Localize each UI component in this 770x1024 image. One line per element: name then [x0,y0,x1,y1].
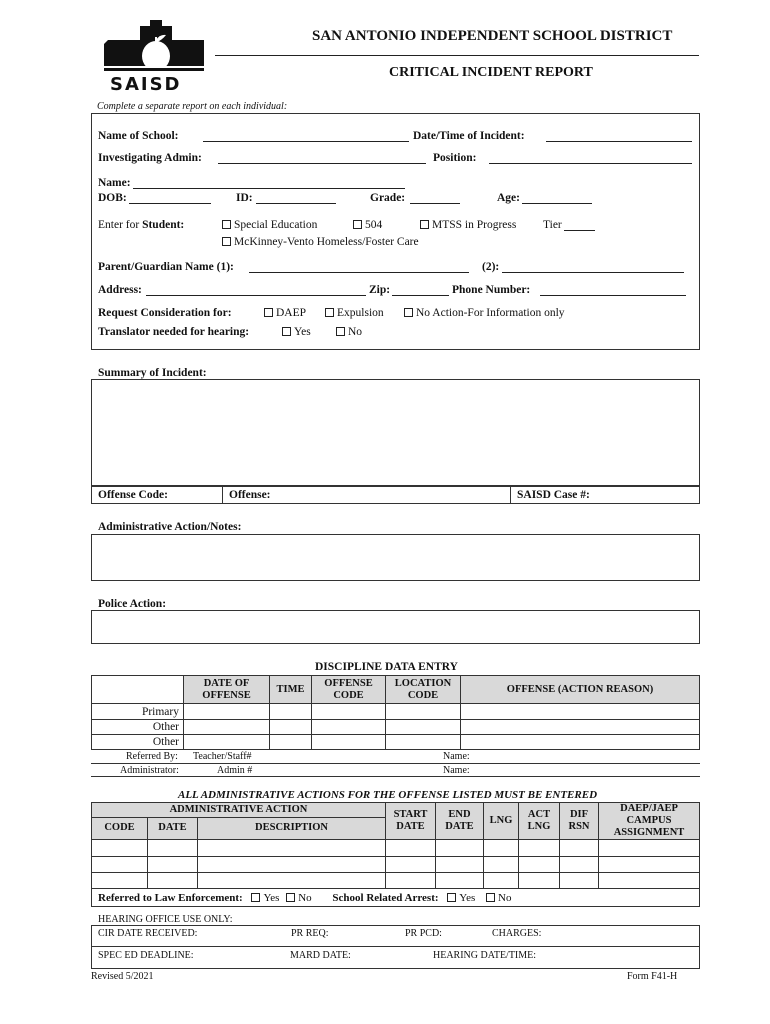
table-cell[interactable] [484,873,519,889]
arrest-yes-option[interactable] [447,892,475,904]
mtss-option[interactable] [420,219,516,231]
referred-rule [91,763,700,764]
parent2-label: (2): [482,261,500,273]
table-cell[interactable] [312,704,386,720]
table-cell[interactable] [92,857,148,873]
col-date-of-offense: DATE OF OFFENSE [184,676,270,704]
arrest-no-label: No [498,891,512,904]
school-row [98,130,179,142]
table-cell[interactable] [270,720,312,735]
cir-label: CIR DATE RECEIVED: [98,928,198,939]
offense-code-label: Offense Code: [98,489,168,501]
col-code: CODE [92,817,148,839]
mckinney-option[interactable] [222,236,419,248]
table-cell[interactable] [198,840,386,857]
law-enforcement-row [92,889,700,907]
tier-field[interactable] [564,220,595,231]
table-cell[interactable] [184,704,270,720]
table-cell[interactable] [519,840,560,857]
table-cell[interactable] [312,720,386,735]
admin-action-group-header: ADMINISTRATIVE ACTION [92,803,386,818]
saisd-logo [100,18,212,94]
law-yes-option[interactable] [251,892,279,904]
administrator-label: Administrator: [120,765,179,776]
table-cell[interactable] [436,840,484,857]
header-rule [215,55,699,56]
name-field[interactable] [133,178,405,189]
table-cell[interactable] [560,857,599,873]
col-date: DATE [148,817,198,839]
table-cell[interactable] [198,857,386,873]
col-dif-rsn: DIF RSN [560,803,599,840]
offense-divider-2 [510,486,511,504]
admin-label: Investigating Admin: [98,152,202,164]
police-label: Police Action: [98,598,167,610]
table-cell[interactable] [599,873,700,889]
col-end-date: END DATE [436,803,484,840]
admin-actions-table [91,802,700,907]
grade-label: Grade: [370,192,406,204]
enter-for-prefix: Enter for [98,219,143,231]
arrest-no-option[interactable] [486,892,511,904]
table-cell[interactable] [386,735,461,750]
table-cell[interactable] [484,857,519,873]
admin-notes-label: Administrative Action/Notes: [98,521,242,533]
col-offense-reason: OFFENSE (ACTION REASON) [461,676,700,704]
age-field[interactable] [522,193,592,204]
col-time: TIME [270,676,312,704]
table-cell[interactable] [386,840,436,857]
table-cell[interactable] [436,873,484,889]
table-cell[interactable] [599,840,700,857]
translator-no-label: No [348,326,363,338]
row-label-other-1: Other [92,720,184,735]
sped-option[interactable] [222,219,317,231]
col-start-date: START DATE [386,803,436,840]
law-enforcement-label: Referred to Law Enforcement: [98,891,243,904]
enter-for-label [98,219,184,231]
table-cell[interactable] [461,704,700,720]
dob-field[interactable] [129,193,211,204]
translator-no-checkbox[interactable] [336,327,345,336]
table-cell[interactable] [270,704,312,720]
police-textarea[interactable] [91,610,700,644]
report-title: CRITICAL INCIDENT REPORT [389,65,593,80]
table-cell[interactable] [386,857,436,873]
hearing-title: HEARING OFFICE USE ONLY: [98,914,233,925]
position-field[interactable] [489,153,692,164]
school-label: Name of School: [98,130,179,142]
mckinney-label: McKinney-Vento Homeless/Foster Care [234,236,419,248]
zip-label: Zip: [369,284,391,296]
hearing-divider [91,946,700,947]
summary-label: Summary of Incident: [98,367,207,379]
offense-label: Offense: [229,489,271,501]
form-number: Form F41-H [627,971,678,982]
table-cell[interactable] [436,857,484,873]
table-cell[interactable] [560,873,599,889]
discipline-title: DISCIPLINE DATA ENTRY [315,661,458,673]
table-cell[interactable] [519,857,560,873]
admin-name-label: Name: [443,765,470,776]
expulsion-checkbox[interactable] [325,308,334,317]
table-cell[interactable] [184,735,270,750]
grade-field[interactable] [410,193,460,204]
504-label: 504 [365,219,383,231]
admin-rule [91,776,700,777]
table-row [92,704,700,720]
revised-label: Revised 5/2021 [91,971,154,982]
address-label: Address: [98,284,142,296]
logo-text: SAISD [110,74,182,94]
translator-yes-checkbox[interactable] [282,327,291,336]
table-cell[interactable] [519,873,560,889]
table-cell[interactable] [560,840,599,857]
enter-for-student: Student: [142,219,185,231]
table-cell[interactable] [198,873,386,889]
translator-label: Translator needed for hearing: [98,326,250,338]
address-field[interactable] [146,285,366,296]
table-cell[interactable] [599,857,700,873]
law-yes-checkbox[interactable] [251,893,260,902]
row-label-other-2: Other [92,735,184,750]
table-cell[interactable] [148,873,198,889]
daep-checkbox[interactable] [264,308,273,317]
mard-label: MARD DATE: [290,950,351,961]
table-row [92,720,700,735]
arrest-yes-label: Yes [459,891,476,904]
discipline-table [91,675,700,750]
name-label: Name: [98,177,131,189]
law-no-label: No [298,891,312,904]
table-row [92,735,700,750]
noaction-label: No Action-For Information only [416,307,565,319]
summary-textarea[interactable] [91,379,700,486]
table-cell[interactable] [386,873,436,889]
pr-pcd-label: PR PCD: [405,928,442,939]
arrest-yes-checkbox[interactable] [447,893,456,902]
instruction-text: Complete a separate report on each individual: [97,101,288,112]
table-cell[interactable] [184,720,270,735]
col-location-code: LOCATION CODE [386,676,461,704]
noaction-option[interactable] [404,307,565,319]
offense-row [91,486,700,504]
noaction-checkbox[interactable] [404,308,413,317]
parent1-label: Parent/Guardian Name (1): [98,261,234,273]
admin-actions-title: ALL ADMINISTRATIVE ACTIONS FOR THE OFFENSE LISTED MUST BE ENTERED [178,789,598,801]
request-label: Request Consideration for: [98,307,232,319]
law-yes-label: Yes [263,891,280,904]
admin-field[interactable] [218,153,426,164]
age-label: Age: [497,192,520,204]
mckinney-checkbox[interactable] [222,237,231,246]
table-cell[interactable] [386,704,461,720]
mtss-checkbox[interactable] [420,220,429,229]
mtss-label: MTSS in Progress [432,219,517,231]
table-cell[interactable] [148,857,198,873]
datetime-label: Date/Time of Incident: [413,130,525,142]
tier-label: Tier [543,219,562,231]
translator-no-option[interactable] [336,326,362,338]
col-lng: LNG [484,803,519,840]
admin-num-label: Admin # [217,765,253,776]
col-act-lng: ACT LNG [519,803,560,840]
table-cell[interactable] [92,840,148,857]
sped-label: Special Education [234,219,318,231]
law-no-option[interactable] [286,892,311,904]
hearing-datetime-label: HEARING DATE/TIME: [433,950,537,961]
sped-checkbox[interactable] [222,220,231,229]
table-cell[interactable] [461,735,700,750]
table-cell[interactable] [461,720,700,735]
zip-field[interactable] [392,285,449,296]
case-label: SAISD Case #: [517,489,590,501]
offense-divider-1 [222,486,223,504]
arrest-no-checkbox[interactable] [486,893,495,902]
district-name: SAN ANTONIO INDEPENDENT SCHOOL DISTRICT [312,28,673,44]
translator-yes-option[interactable] [282,326,311,338]
referred-by-label: Referred By: [126,751,178,762]
phone-label: Phone Number: [452,284,531,296]
parent1-field[interactable] [249,262,469,273]
table-cell[interactable] [92,873,148,889]
admin-notes-textarea[interactable] [91,534,700,581]
table-cell[interactable] [312,735,386,750]
expulsion-label: Expulsion [337,307,384,319]
daep-label: DAEP [276,307,307,319]
table-row [92,873,700,889]
col-description: DESCRIPTION [198,817,386,839]
table-row [92,857,700,873]
teacher-staff-label: Teacher/Staff# [193,751,252,762]
daep-option[interactable] [264,307,306,319]
position-label: Position: [433,152,477,164]
id-field[interactable] [256,193,336,204]
col-offense-code: OFFENSE CODE [312,676,386,704]
table-cell[interactable] [386,720,461,735]
school-field[interactable] [203,131,409,142]
dob-label: DOB: [98,192,127,204]
law-no-checkbox[interactable] [286,893,295,902]
row-label-primary: Primary [92,704,184,720]
discipline-corner [92,676,184,704]
expulsion-option[interactable] [325,307,384,319]
school-arrest-label: School Related Arrest: [332,891,439,904]
col-campus-assignment: DAEP/JAEP CAMPUS ASSIGNMENT [599,803,700,840]
table-row [92,840,700,857]
parent2-field[interactable] [502,262,684,273]
table-cell[interactable] [484,840,519,857]
referred-name-label: Name: [443,751,470,762]
table-cell[interactable] [148,840,198,857]
charges-label: CHARGES: [492,928,542,939]
datetime-field[interactable] [546,131,692,142]
translator-yes-label: Yes [294,326,311,338]
table-cell[interactable] [270,735,312,750]
504-checkbox[interactable] [353,220,362,229]
id-label: ID: [236,192,253,204]
pr-req-label: PR REQ: [291,928,329,939]
phone-field[interactable] [540,285,686,296]
sped-deadline-label: SPEC ED DEADLINE: [98,950,194,961]
504-option[interactable] [353,219,382,231]
